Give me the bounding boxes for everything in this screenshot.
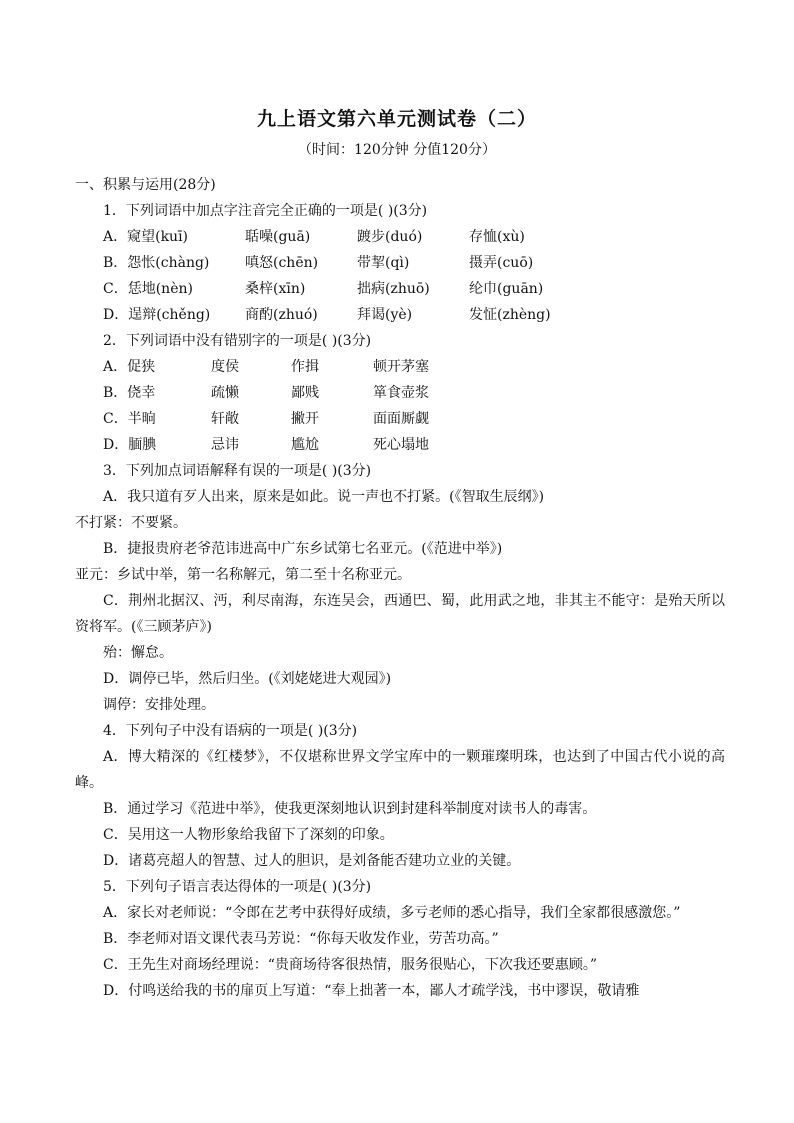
question-1-option-c: [75, 276, 725, 302]
exam-time-score: （时间：120分钟 分值120分）: [298, 142, 496, 158]
question-3-note-b: 亚元：乡试中举，第一名称解元，第二至十名称亚元。: [75, 567, 411, 583]
option-term: 踱步(duó): [357, 229, 423, 245]
question-2-option-b: [75, 380, 725, 406]
question-5-option-a: A．家长对老师说：“令郎在艺考中获得好成绩，多亏老师的悉心指导，我们全家都很感激您。”: [103, 905, 681, 921]
option-term: 拙病(zhuō): [357, 281, 430, 297]
option-term: 发怔(zhèng): [469, 307, 551, 323]
option-term: 桑梓(xīn): [245, 281, 306, 297]
option-term: 作揖: [291, 359, 319, 375]
section-heading: 一、积累与运用(28分): [75, 177, 216, 193]
option-term: 尴尬: [291, 437, 319, 453]
question-1-option-a: [75, 224, 725, 250]
option-term: 摄弄(cuō): [469, 255, 534, 271]
question-5-stem: 5．下列句子语言表达得体的一项是( )(3分): [103, 879, 372, 895]
question-3-option-b: B．捷报贵府老爷范讳进高中广东乡试第七名亚元。(《范进中举》): [103, 541, 503, 557]
option-term: D．腼腆: [103, 437, 157, 453]
option-term: A．促狭: [103, 359, 156, 375]
option-term: C．半晌: [103, 411, 156, 427]
question-4-option-c: C．吴用这一人物形象给我留下了深刻的印象。: [103, 827, 394, 843]
option-term: 聒噪(guā): [245, 229, 311, 245]
option-term: 面面厮觑: [373, 411, 429, 427]
question-4-option-d: D．诸葛亮超人的智慧、过人的胆识，是刘备能否建功立业的关键。: [103, 853, 521, 869]
option-term: 死心塌地: [373, 437, 429, 453]
question-4-option-b: B．通过学习《范进中举》，使我更深刻地认识到封建科举制度对读书人的毒害。: [103, 801, 597, 817]
question-4-stem: 4．下列句子中没有语病的一项是( )(3分): [103, 723, 358, 739]
option-term: 忌讳: [211, 437, 239, 453]
question-3-note-a: 不打紧：不要紧。: [75, 515, 187, 531]
question-1-stem: 1．下列词语中加点字注音完全正确的一项是( )(3分): [103, 203, 428, 219]
question-3-option-a: A．我只道有歹人出来，原来是如此。说一声也不打紧。(《智取生辰纲》): [103, 489, 545, 505]
question-5-option-b: B．李老师对语文课代表马芳说：“你每天收发作业，劳苦功高。”: [103, 931, 499, 947]
option-term: B．侥幸: [103, 385, 156, 401]
option-term: 鄙贱: [291, 385, 319, 401]
option-term: D．逞辩(chěng): [103, 307, 211, 323]
option-term: 度侯: [211, 359, 239, 375]
question-4-option-a: A．博大精深的《红楼梦》，不仅堪称世界文学宝库中的一颗璀璨明珠，也达到了中国古代小说的高峰。: [75, 749, 725, 791]
exam-body: [75, 172, 725, 1004]
page-title: 九上语文第六单元测试卷（二）: [256, 108, 537, 130]
option-term: 商酌(zhuó): [245, 307, 318, 323]
question-3-option-c: C．荆州北据汉、沔，利尽南海，东连吴会，西通巴、蜀，此用武之地，非其主不能守：是殆天所以资将军。(《三顾茅庐》): [75, 593, 725, 635]
option-term: C．恁地(nèn): [103, 281, 193, 297]
option-term: 嗔怒(chēn): [245, 255, 319, 271]
option-term: 纶巾(guān): [469, 281, 544, 297]
question-3-note-c: 殆：懈怠。: [103, 645, 173, 661]
question-5-option-c: C．王先生对商场经理说：“贵商场待客很热情，服务很贴心，下次我还要惠顾。”: [103, 957, 598, 973]
option-term: A．窥望(kuī): [103, 229, 189, 245]
question-2-stem: 2．下列词语中没有错别字的一项是( )(3分): [103, 333, 372, 349]
option-term: 撇开: [291, 411, 319, 427]
question-2-option-d: [75, 432, 725, 458]
option-term: 带挈(qì): [357, 255, 410, 271]
option-term: 箪食壶浆: [373, 385, 429, 401]
option-term: 拜谒(yè): [357, 307, 413, 323]
question-1-option-b: [75, 250, 725, 276]
question-5-option-d: D．付鸣送给我的书的扉页上写道：“奉上拙著一本，鄙人才疏学浅，书中谬误，敬请雅: [103, 983, 640, 999]
question-1-option-d: [75, 302, 725, 328]
question-3-note-d: 调停：安排处理。: [103, 697, 215, 713]
question-3-option-d: D．调停已毕，然后归坐。(《刘姥姥进大观园》): [103, 671, 392, 687]
question-2-option-c: [75, 406, 725, 432]
option-term: 疏懒: [211, 385, 239, 401]
question-2-option-a: [75, 354, 725, 380]
option-term: 轩敞: [211, 411, 239, 427]
question-3-stem: 3．下列加点词语解释有误的一项是( )(3分): [103, 463, 372, 479]
option-term: 顿开茅塞: [373, 359, 429, 375]
option-term: B．怨怅(chàng): [103, 255, 210, 271]
option-term: 存恤(xù): [469, 229, 525, 245]
